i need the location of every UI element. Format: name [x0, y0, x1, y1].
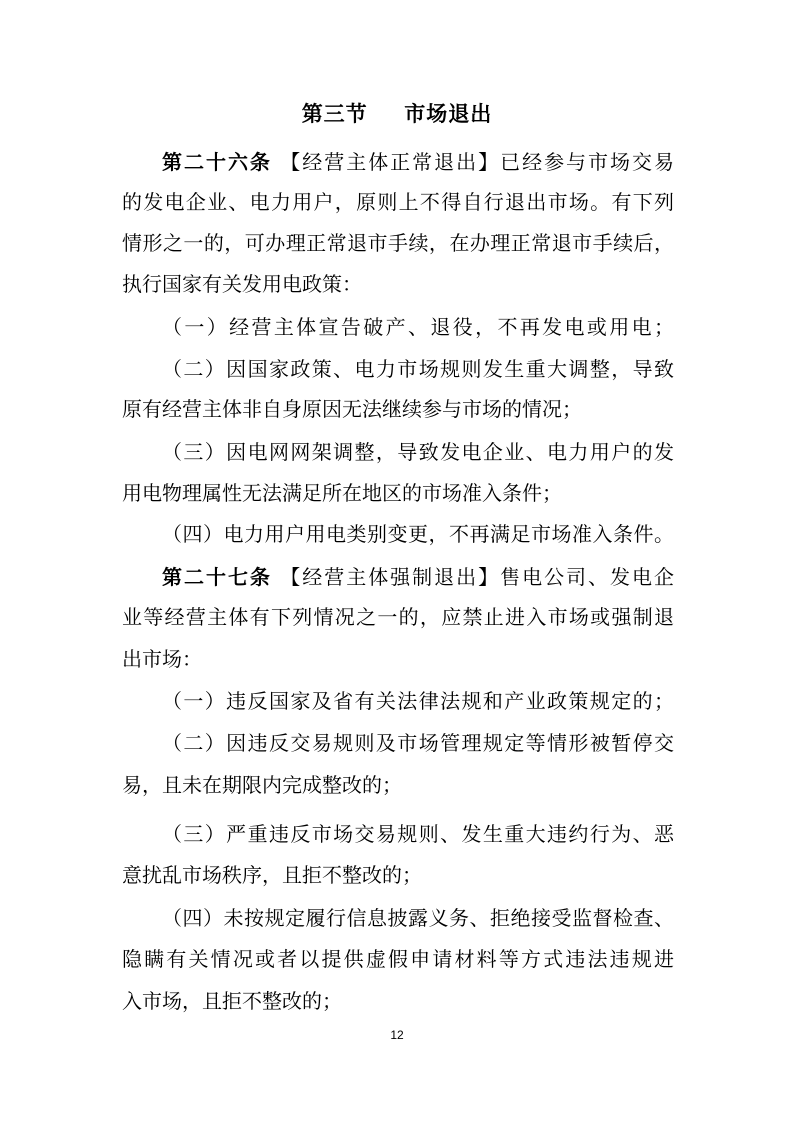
article-26-item-2-line-2: 原有经营主体非自身原因无法继续参与市场的情况； — [122, 397, 582, 421]
article-27-item-2-line-2: 易，且未在期限内完成整改的； — [122, 773, 402, 797]
article-27-item-4-line-1: （四）未按规定履行信息披露义务、拒绝接受监督检查、 — [162, 906, 674, 930]
article-26-item-3-line-1: （三）因电网网架调整，导致发电企业、电力用户的发 — [162, 440, 674, 464]
article-26-item-3-line-2: 用电物理属性无法满足所在地区的市场准入条件； — [122, 481, 562, 505]
article-26-line-4: 执行国家有关发用电政策： — [122, 272, 362, 296]
article-26-number: 第二十六条 — [162, 150, 272, 174]
article-27-line-2: 业等经营主体有下列情况之一的，应禁止进入市场或强制退 — [122, 605, 674, 629]
article-27-number: 第二十七条 — [162, 565, 272, 589]
article-27-item-1: （一）违反国家及省有关法律法规和产业政策规定的； — [162, 689, 674, 713]
article-27-item-4-line-3: 入市场，且拒不整改的； — [122, 989, 342, 1013]
article-26-line-2: 的发电企业、电力用户，原则上不得自行退出市场。有下列 — [122, 190, 674, 214]
article-27-item-2-line-1: （二）因违反交易规则及市场管理规定等情形被暂停交 — [162, 731, 674, 755]
article-26-heading-text: 【经营主体正常退出】已经参与市场交易 — [271, 150, 674, 174]
article-27-item-4-line-2: 隐瞒有关情况或者以提供虚假申请材料等方式违法违规进 — [122, 947, 674, 971]
article-26-line-3: 情形之一的，可办理正常退市手续，在办理正常退市手续后， — [122, 231, 674, 255]
article-27-heading-text: 【经营主体强制退出】售电公司、发电企 — [271, 565, 674, 589]
article-26-item-2-line-1: （二）因国家政策、电力市场规则发生重大调整，导致 — [162, 357, 674, 381]
article-26-item-1: （一）经营主体宣告破产、退役，不再发电或用电； — [162, 315, 674, 339]
article-26-first-line — [162, 148, 674, 176]
article-27-line-3: 出市场： — [122, 647, 202, 671]
article-27-item-3-line-1: （三）严重违反市场交易规则、发生重大违约行为、恶 — [162, 822, 674, 846]
article-27-item-3-line-2: 意扰乱市场秩序，且拒不整改的； — [122, 863, 422, 887]
article-26-item-4: （四）电力用户用电类别变更，不再满足市场准入条件。 — [162, 522, 674, 546]
section-title: 第三节 市场退出 — [301, 102, 493, 126]
article-27-first-line — [162, 563, 674, 591]
page-number: 12 — [390, 1028, 404, 1042]
